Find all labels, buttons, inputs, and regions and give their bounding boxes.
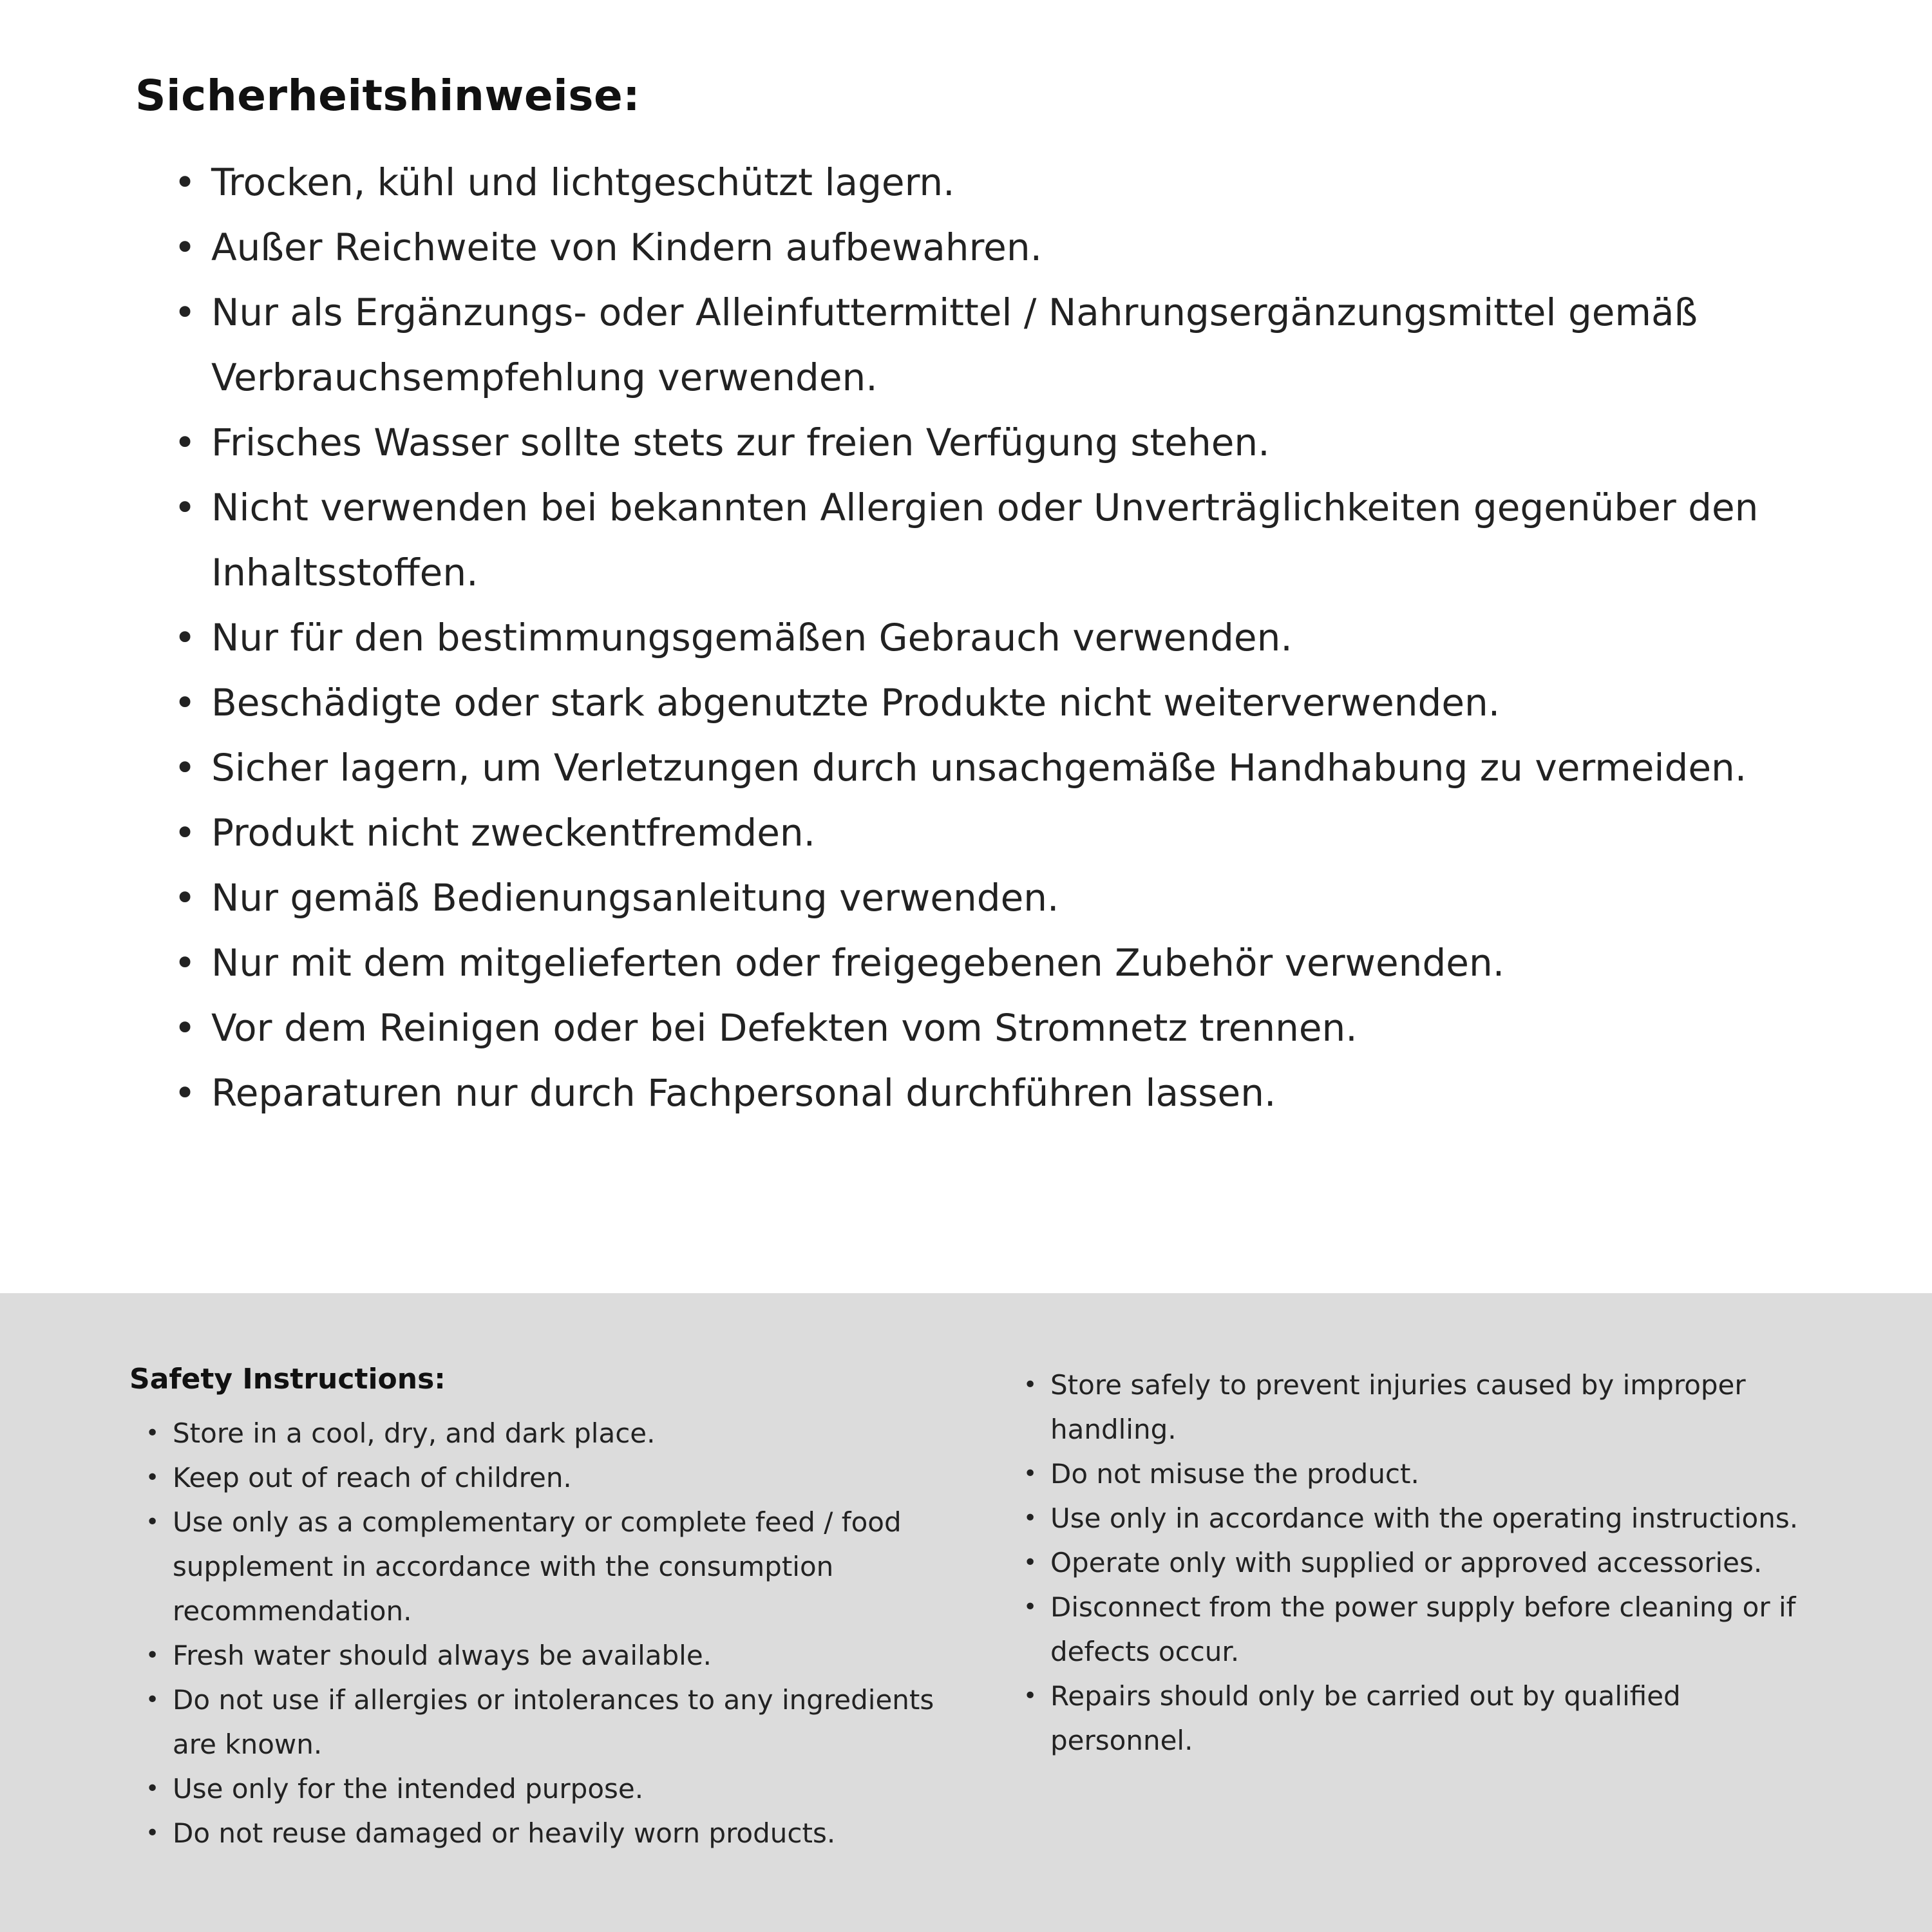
list-item: • Nur mit dem mitgelieferten oder freigegebenen Zubehör verwenden. (174, 931, 1848, 996)
list-item: • Nicht verwenden bei bekannten Allergien oder Unverträglichkeiten gegenüber den Inhaltsstoffen. (174, 475, 1848, 605)
list-item: • Nur für den bestimmungsgemäßen Gebrauch verwenden. (174, 605, 1848, 670)
english-left-column (129, 1363, 973, 1932)
english-safety-section (0, 1293, 1932, 1932)
list-item: • Do not use if allergies or intolerances to any ingredients are known. (146, 1678, 973, 1766)
list-item: • Nur als Ergänzungs- oder Alleinfuttermittel / Nahrungsergänzungsmittel gemäß Verbrauchsempfehlung verwenden. (174, 280, 1848, 410)
list-item: • Reparaturen nur durch Fachpersonal durchführen lassen. (174, 1061, 1848, 1126)
list-item: • Produkt nicht zweckentfremden. (174, 800, 1848, 866)
list-item: • Beschädigte oder stark abgenutzte Produkte nicht weiterverwenden. (174, 670, 1848, 735)
list-item: • Frisches Wasser sollte stets zur freien Verfügung stehen. (174, 410, 1848, 475)
list-item: • Do not reuse damaged or heavily worn products. (146, 1811, 973, 1855)
german-section-title: Sicherheitshinweise: (135, 71, 641, 120)
english-safety-list-left (129, 1411, 973, 1855)
list-item: • Fresh water should always be available. (146, 1633, 973, 1678)
list-item: • Disconnect from the power supply before cleaning or if defects occur. (1023, 1585, 1828, 1674)
list-item: • Trocken, kühl und lichtgeschützt lagern. (174, 150, 1848, 215)
english-right-column (1023, 1363, 1828, 1932)
list-item: • Use only as a complementary or complete feed / food supplement in accordance with the consumption recommendation. (146, 1500, 973, 1633)
list-item: • Use only for the intended purpose. (146, 1766, 973, 1811)
list-item: • Use only in accordance with the operating instructions. (1023, 1496, 1828, 1540)
list-item: • Repairs should only be carried out by qualified personnel. (1023, 1674, 1828, 1763)
english-section-title: Safety Instructions: (129, 1363, 446, 1396)
list-item: • Store safely to prevent injuries caused by improper handling. (1023, 1363, 1828, 1452)
list-item: • Operate only with supplied or approved accessories. (1023, 1540, 1828, 1585)
list-item: • Store in a cool, dry, and dark place. (146, 1411, 973, 1455)
german-safety-list (135, 150, 1848, 1126)
list-item: • Außer Reichweite von Kindern aufbewahren. (174, 215, 1848, 280)
list-item: • Do not misuse the product. (1023, 1452, 1828, 1496)
list-item: • Keep out of reach of children. (146, 1455, 973, 1500)
list-item: • Nur gemäß Bedienungsanleitung verwenden. (174, 866, 1848, 931)
list-item: • Vor dem Reinigen oder bei Defekten vom Stromnetz trennen. (174, 996, 1848, 1061)
list-item: • Sicher lagern, um Verletzungen durch unsachgemäße Handhabung zu vermeiden. (174, 735, 1848, 800)
english-safety-list-right (1023, 1363, 1828, 1763)
